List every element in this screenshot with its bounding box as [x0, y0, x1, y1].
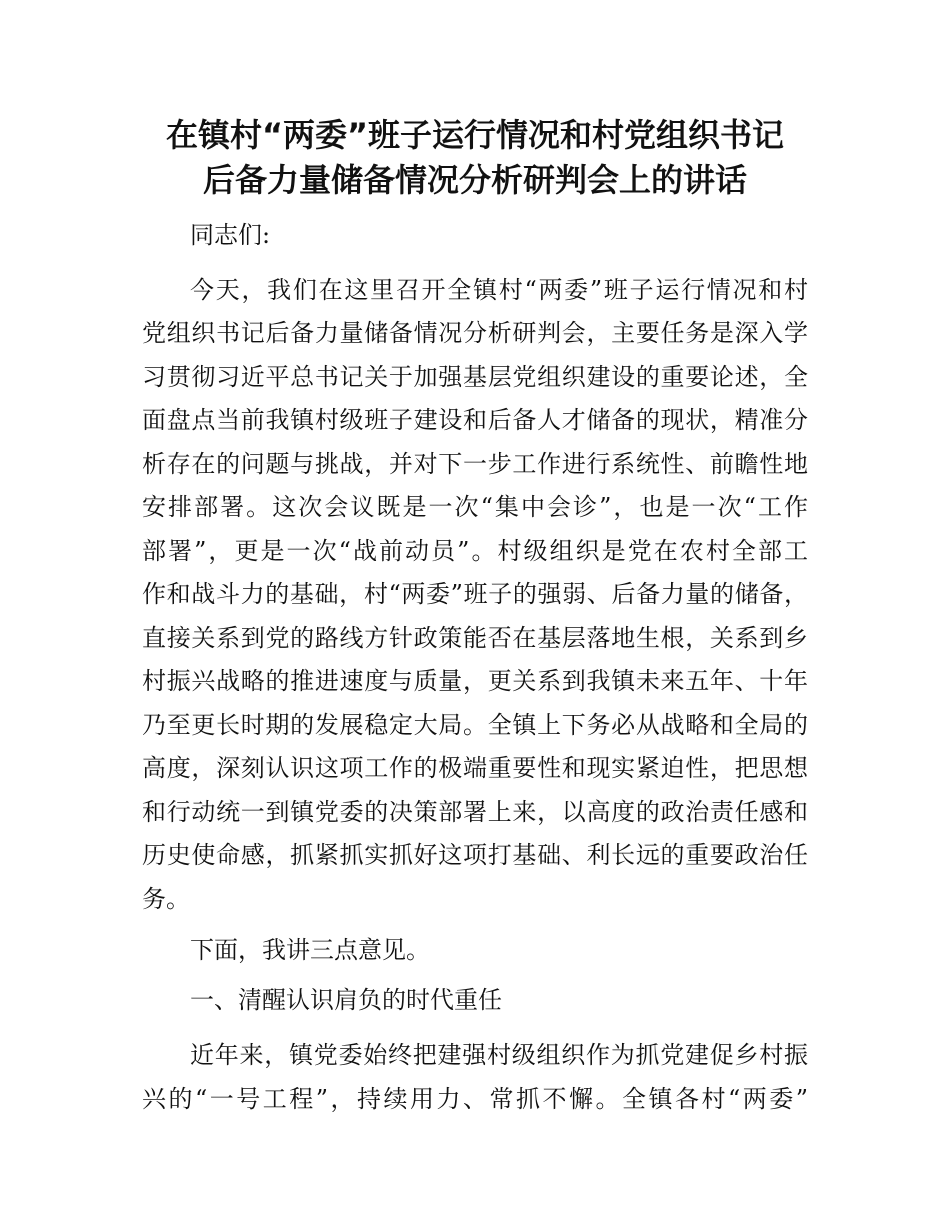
- text-line: 部署”，更是一次“战前动员”。村级组织是党在农村全部工: [142, 537, 808, 565]
- text-line: 面盘点当前我镇村级班子建设和后备人才储备的现状，精准分: [142, 406, 808, 434]
- text-line: 乃至更长时期的发展稳定大局。全镇上下务必从战略和全局的: [142, 711, 808, 739]
- text-line: 安排部署。这次会议既是一次“集中会诊”，也是一次“工作: [142, 493, 808, 521]
- text-line: 析存在的问题与挑战，并对下一步工作进行系统性、前瞻性地: [142, 450, 808, 478]
- text-line: 村振兴战略的推进速度与质量，更关系到我镇未来五年、十年: [142, 667, 808, 695]
- text-line: 党组织书记后备力量储备情况分析研判会，主要任务是深入学: [142, 319, 808, 347]
- text-line: 和行动统一到镇党委的决策部署上来，以高度的政治责任感和: [142, 798, 808, 826]
- text-line: 今天，我们在这里召开全镇村“两委”班子运行情况和村: [190, 276, 808, 304]
- section-heading-1: 一、清醒认识肩负的时代重任: [190, 986, 502, 1014]
- text-line: 务。: [142, 885, 190, 913]
- text-line: 历史使命感，抓紧抓实抓好这项打基础、利长远的重要政治任: [142, 841, 808, 869]
- text-line: 近年来，镇党委始终把建强村级组织作为抓党建促乡村振: [190, 1041, 808, 1069]
- salutation: 同志们:: [190, 221, 271, 249]
- text-line: 兴的“一号工程”，持续用力、常抓不懈。全镇各村“两委”: [142, 1085, 808, 1113]
- text-line: 习贯彻习近平总书记关于加强基层党组织建设的重要论述，全: [142, 363, 808, 391]
- text-line: 高度，深刻认识这项工作的极端重要性和现实紧迫性，把思想: [142, 754, 808, 782]
- document-title-line-1: 在镇村“两委”班子运行情况和村党组织书记: [165, 116, 785, 154]
- paragraph-2: 下面，我讲三点意见。: [190, 936, 430, 964]
- text-line: 直接关系到党的路线方针政策能否在基层落地生根，关系到乡: [142, 624, 808, 652]
- text-line: 作和战斗力的基础，村“两委”班子的强弱、后备力量的储备，: [142, 580, 808, 608]
- document-title-line-2: 后备力量储备情况分析研判会上的讲话: [202, 161, 747, 199]
